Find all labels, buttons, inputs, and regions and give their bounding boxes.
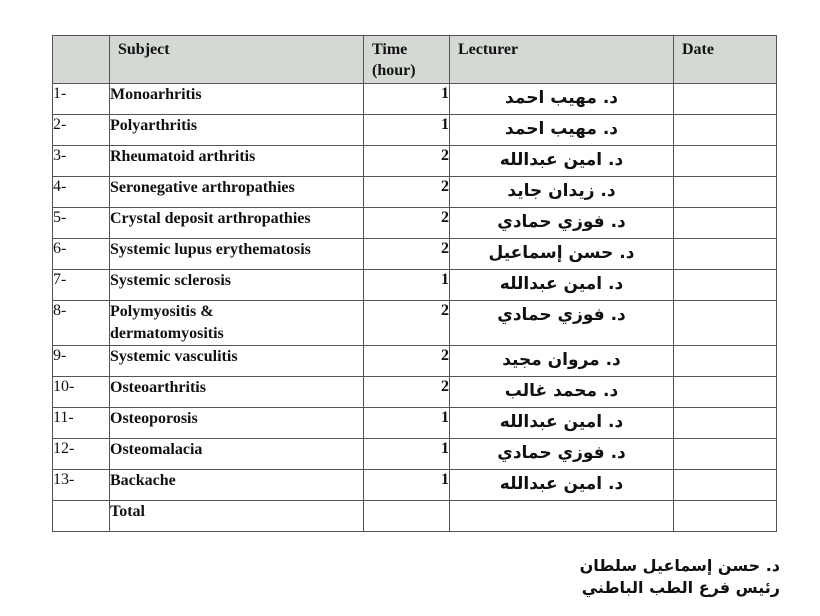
row-time: 1 <box>364 439 450 470</box>
row-lecturer: د. حسن إسماعيل <box>450 239 674 270</box>
table-row <box>53 470 777 501</box>
row-time: 1 <box>364 408 450 439</box>
row-time: 1 <box>364 470 450 501</box>
row-number: 5- <box>53 208 110 239</box>
header-subject: Subject <box>110 36 364 84</box>
row-time: 2 <box>364 377 450 408</box>
table-row <box>53 408 777 439</box>
row-time: 1 <box>364 270 450 301</box>
header-time-line1: Time <box>372 41 408 58</box>
total-time-cell <box>364 501 450 532</box>
table-row <box>53 84 777 115</box>
table-row <box>53 377 777 408</box>
row-number: 13- <box>53 470 110 501</box>
row-lecturer: د. امين عبدالله <box>450 146 674 177</box>
row-lecturer: د. امين عبدالله <box>450 470 674 501</box>
row-date <box>674 115 777 146</box>
row-lecturer: د. فوزي حمادي <box>450 301 674 346</box>
row-lecturer: د. امين عبدالله <box>450 408 674 439</box>
row-subject: Seronegative arthropathies <box>110 177 364 208</box>
signature-block <box>580 555 780 599</box>
header-time <box>364 36 450 84</box>
row-subject: Systemic vasculitis <box>110 346 364 377</box>
total-label: Total <box>110 501 364 532</box>
total-lecturer-cell <box>450 501 674 532</box>
table-row <box>53 177 777 208</box>
row-date <box>674 146 777 177</box>
header-num <box>53 36 110 84</box>
row-subject: Backache <box>110 470 364 501</box>
row-subject: Crystal deposit arthropathies <box>110 208 364 239</box>
row-lecturer: د. مهيب احمد <box>450 115 674 146</box>
header-date: Date <box>674 36 777 84</box>
row-lecturer: د. فوزي حمادي <box>450 208 674 239</box>
total-num-cell <box>53 501 110 532</box>
row-subject: Monoarhritis <box>110 84 364 115</box>
row-date <box>674 377 777 408</box>
row-time: 2 <box>364 177 450 208</box>
table-row <box>53 208 777 239</box>
row-date <box>674 270 777 301</box>
row-time: 1 <box>364 115 450 146</box>
row-time: 2 <box>364 239 450 270</box>
table-row <box>53 239 777 270</box>
row-date <box>674 346 777 377</box>
total-date-cell <box>674 501 777 532</box>
row-number: 9- <box>53 346 110 377</box>
table-row <box>53 301 777 346</box>
row-subject: Polyarthritis <box>110 115 364 146</box>
row-date <box>674 408 777 439</box>
lecture-schedule-table <box>52 35 777 532</box>
row-number: 6- <box>53 239 110 270</box>
row-lecturer: د. امين عبدالله <box>450 270 674 301</box>
row-lecturer: د. مهيب احمد <box>450 84 674 115</box>
row-subject: Osteoporosis <box>110 408 364 439</box>
signature-title: رئيس فرع الطب الباطني <box>581 578 780 597</box>
row-number: 7- <box>53 270 110 301</box>
header-lecturer: Lecturer <box>450 36 674 84</box>
header-row <box>53 36 777 84</box>
table-row <box>53 439 777 470</box>
table-row <box>53 146 777 177</box>
row-date <box>674 208 777 239</box>
signature-name: د. حسن إسماعيل سلطان <box>579 556 780 575</box>
row-subject <box>110 301 364 346</box>
table-row <box>53 346 777 377</box>
row-number: 10- <box>53 377 110 408</box>
row-number: 11- <box>53 408 110 439</box>
row-date <box>674 301 777 346</box>
row-number: 1- <box>53 84 110 115</box>
row-date <box>674 239 777 270</box>
row-date <box>674 470 777 501</box>
row-lecturer: د. محمد غالب <box>450 377 674 408</box>
row-lecturer: د. مروان مجيد <box>450 346 674 377</box>
row-date <box>674 439 777 470</box>
row-time: 2 <box>364 301 450 346</box>
row-subject: Systemic sclerosis <box>110 270 364 301</box>
row-subject-line1: Polymyositis & <box>110 303 214 320</box>
row-time: 1 <box>364 84 450 115</box>
row-number: 12- <box>53 439 110 470</box>
row-subject: Osteomalacia <box>110 439 364 470</box>
row-date <box>674 84 777 115</box>
row-number: 2- <box>53 115 110 146</box>
row-time: 2 <box>364 208 450 239</box>
row-number: 3- <box>53 146 110 177</box>
row-subject-line2: dermatomyositis <box>110 325 224 342</box>
row-lecturer: د. فوزي حمادي <box>450 439 674 470</box>
row-number: 4- <box>53 177 110 208</box>
table-row <box>53 270 777 301</box>
row-time: 2 <box>364 146 450 177</box>
row-subject: Rheumatoid arthritis <box>110 146 364 177</box>
row-time: 2 <box>364 346 450 377</box>
table-row <box>53 115 777 146</box>
row-subject: Systemic lupus erythematosis <box>110 239 364 270</box>
row-subject: Osteoarthritis <box>110 377 364 408</box>
total-row <box>53 501 777 532</box>
row-number: 8- <box>53 301 110 346</box>
row-lecturer: د. زيدان جايد <box>450 177 674 208</box>
row-date <box>674 177 777 208</box>
header-time-line2: (hour) <box>372 62 416 79</box>
